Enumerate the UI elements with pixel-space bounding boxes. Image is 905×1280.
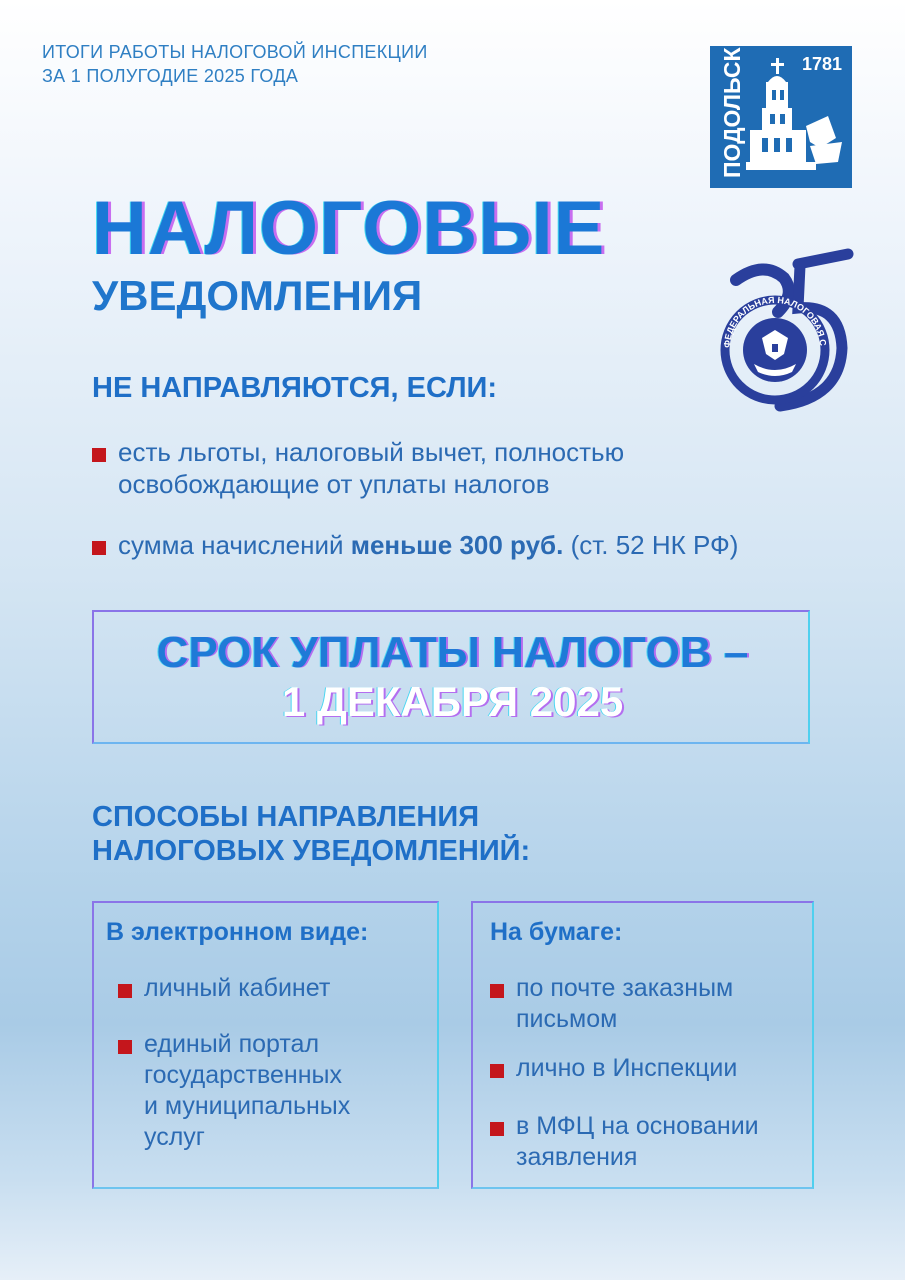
paper-item-1-line-2: письмом xyxy=(516,1005,618,1033)
header-caption xyxy=(42,40,428,88)
header-line-2: ЗА 1 ПОЛУГОДИЕ 2025 ГОДА xyxy=(42,66,299,86)
bullet-icon xyxy=(490,1122,504,1136)
electronic-item-2-line-4: услуг xyxy=(144,1123,205,1151)
bullet-icon xyxy=(490,1064,504,1078)
paper-item-1 xyxy=(516,973,733,1035)
paper-item-2: лично в Инспекции xyxy=(516,1054,738,1082)
electronic-panel-title: В электронном виде: xyxy=(106,918,369,946)
paper-panel-title: На бумаге: xyxy=(490,918,623,946)
not-sent-heading: НЕ НАПРАВЛЯЮТСЯ, ЕСЛИ: xyxy=(92,372,498,404)
not-sent-item-2-pre: сумма начислений xyxy=(118,530,351,560)
not-sent-item-2 xyxy=(118,529,738,561)
not-sent-item-1-line-1: есть льготы, налоговый вычет, полностью xyxy=(118,437,625,467)
deadline-line-1: СРОК УПЛАТЫ НАЛОГОВ – xyxy=(156,628,749,677)
header-line-1: ИТОГИ РАБОТЫ НАЛОГОВОЙ ИНСПЕКЦИИ xyxy=(42,42,428,62)
bullet-icon xyxy=(92,448,106,462)
methods-heading xyxy=(92,800,530,868)
methods-heading-line-1: СПОСОБЫ НАПРАВЛЕНИЯ xyxy=(92,801,480,833)
bullet-icon xyxy=(118,1040,132,1054)
deadline-date: 1 ДЕКАБРЯ 2025 xyxy=(281,678,624,725)
paper-item-3-line-2: заявления xyxy=(516,1143,638,1171)
emblem-ring-text: ФЕДЕРАЛЬНАЯ НАЛОГОВАЯ С xyxy=(721,294,829,349)
paper-item-1-line-1: по почте заказным xyxy=(516,974,734,1002)
paper-item-3 xyxy=(516,1111,759,1173)
not-sent-item-1 xyxy=(118,436,624,500)
bullet-icon xyxy=(490,984,504,998)
fns-35-emblem xyxy=(700,248,860,418)
page-title: НАЛОГОВЫЕ xyxy=(92,186,606,271)
bullet-icon xyxy=(118,984,132,998)
electronic-item-2-line-3: и муниципальных xyxy=(144,1092,351,1120)
electronic-item-2 xyxy=(144,1029,350,1153)
paper-item-3-line-1: в МФЦ на основании xyxy=(516,1112,759,1140)
methods-heading-line-2: НАЛОГОВЫХ УВЕДОМЛЕНИЙ: xyxy=(92,835,531,867)
podolsk-logo xyxy=(710,46,852,188)
not-sent-item-2-bold: меньше 300 руб. xyxy=(350,530,564,560)
electronic-item-2-line-1: единый портал xyxy=(144,1030,320,1058)
not-sent-item-2-post: (ст. 52 НК РФ) xyxy=(563,530,739,560)
bullet-icon xyxy=(92,541,106,555)
electronic-item-1: личный кабинет xyxy=(144,974,331,1002)
church-icon xyxy=(746,58,842,170)
electronic-item-2-line-2: государственных xyxy=(144,1061,342,1089)
logo-year-text: 1781 xyxy=(802,54,843,74)
logo-city-text: ПОДОЛЬСК xyxy=(719,47,745,178)
not-sent-item-1-line-2: освобождающие от уплаты налогов xyxy=(118,469,550,499)
page-subtitle: УВЕДОМЛЕНИЯ xyxy=(92,272,423,319)
